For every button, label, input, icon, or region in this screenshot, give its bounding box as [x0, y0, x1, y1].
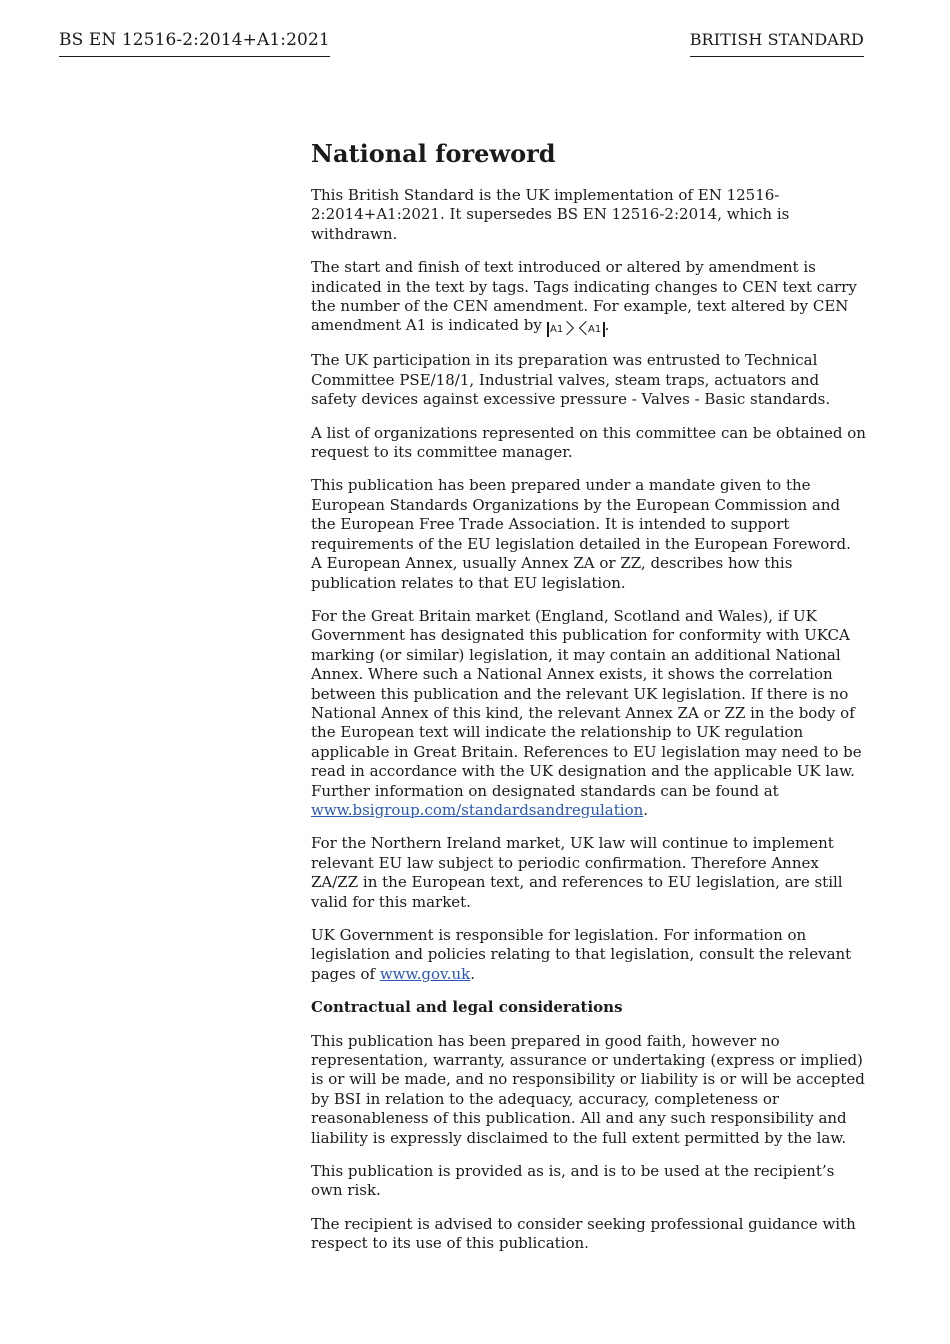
paragraph-own-risk: This publication is provided as is, and is to be used at the recipient’s own risk.: [311, 1162, 835, 1200]
paragraph-committee: The UK participation in its preparation was entrusted to Technical Committee PSE/18/1, Industrial valves, steam traps, actuators and safety devices against excessive pressure - Valves - Basic standards.: [311, 351, 831, 409]
amendment-end-tag-label: A1: [587, 324, 602, 336]
uk-government-text: UK Government is responsible for legislation. For information on legislation and policies relating to that legislation, consult the relevant pages of: [311, 926, 852, 983]
paragraph-great-britain: [311, 607, 866, 820]
amendment-tags-end: .: [604, 316, 610, 335]
amendment-start-tag-label: A1: [549, 324, 564, 336]
amendment-tags-text: The start and finish of text introduced or altered by amendment is indicated in the text by tags. Tags indicating changes to CEN text carry the number of the CEN amendment. For example, text altered by CEN amendment A1 is indicated by: [311, 258, 857, 335]
amendment-end-tag-icon: [587, 322, 605, 337]
paragraph-uk-government: [311, 926, 866, 984]
paragraph-organizations: A list of organizations represented on this committee can be obtained on request to its committee manager.: [311, 423, 866, 462]
paragraph-mandate: This publication has been prepared under a mandate given to the European Standards Organizations by the European Commission and the European Free Trade Association. It is intended to support requirements of the EU legislation detailed in the European Foreword. A European Annex, usually Annex ZA or ZZ, describes how this publication relates to that EU legislation.: [311, 476, 851, 592]
gov-uk-link[interactable]: www.gov.uk: [379, 964, 471, 983]
page-title: National foreword: [311, 139, 556, 168]
paragraph-professional-guidance: The recipient is advised to consider seeking professional guidance with respect to its use of this publication.: [311, 1214, 856, 1253]
great-britain-end: .: [643, 800, 649, 819]
paragraph-good-faith: This publication has been prepared in good faith, however no representation, warranty, assurance or undertaking (express or implied) is or will be made, and no responsibility or liability is or will be accepted by BSI in relation to the adequacy, accuracy, completeness or reasonableness of this publication. All and any such responsibility and liability is expressly disclaimed to the full extent permitted by the law.: [311, 1031, 865, 1147]
amendment-start-tag-icon: [547, 322, 565, 337]
bsigroup-link[interactable]: www.bsigroup.com/standardsandregulation: [311, 800, 644, 819]
section-heading-contractual: Contractual and legal considerations: [311, 998, 623, 1017]
great-britain-text: For the Great Britain market (England, Scotland and Wales), if UK Government has designated this publication for conformity with UKCA marking (or similar) legislation, it may contain an additional National Annex. Where such a National Annex exists, it shows the correlation between this publication and the relevant UK legislation. If there is no National Annex of this kind, the relevant Annex ZA or ZZ in the body of the European text will indicate the relationship to UK regulation applicable in Great Britain. References to EU legislation may need to be read in accordance with the UK designation and the applicable UK law. Further information on designated standards can be found at: [311, 606, 862, 800]
uk-government-end: .: [470, 964, 475, 983]
paragraph-implementation: This British Standard is the UK implementation of EN 12516-2:2014+A1:2021. It supersedes BS EN 12516-2:2014, which is withdrawn.: [311, 186, 790, 243]
header-document-id: BS EN 12516-2:2014+A1:2021: [59, 30, 330, 57]
paragraph-amendment-tags: [311, 258, 866, 337]
paragraph-northern-ireland: For the Northern Ireland market, UK law will continue to implement relevant EU law subject to periodic confirmation. Therefore Annex ZA/ZZ in the European text, and references to EU legislation, are still valid for this market.: [311, 834, 843, 911]
header-publisher: BRITISH STANDARD: [690, 30, 864, 57]
foreword-body: [311, 138, 866, 1268]
